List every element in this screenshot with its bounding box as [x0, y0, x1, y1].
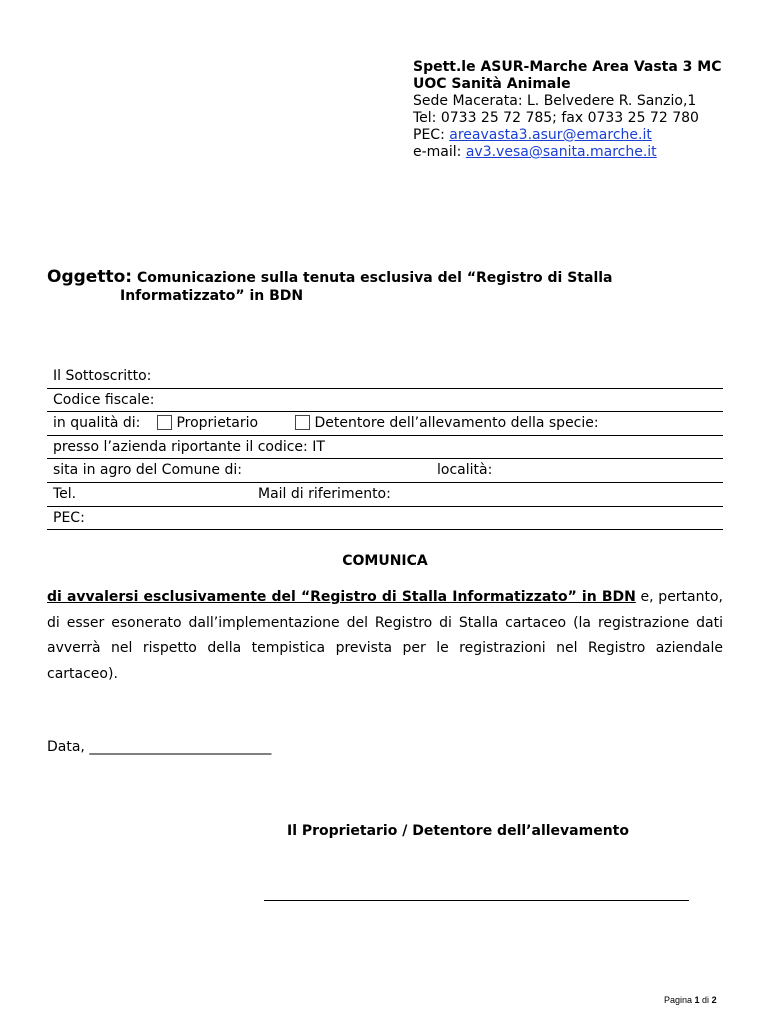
recipient-email-line	[413, 144, 733, 161]
label-proprietario: Proprietario	[176, 415, 259, 432]
label-comune: sita in agro del Comune di:	[53, 462, 242, 479]
page-current: 1	[694, 995, 700, 1005]
body-underlined-text: di avvalersi esclusivamente del “Registro di Stalla Informatizzato” in BDN	[47, 589, 636, 605]
row-sottoscritto[interactable]	[47, 365, 723, 389]
comunica-heading: COMUNICA	[342, 553, 428, 569]
subject-label: Oggetto:	[47, 267, 133, 287]
subject-text-2: Informatizzato” in BDN	[120, 288, 304, 304]
recipient-line-2: UOC Sanità Animale	[413, 76, 571, 92]
label-azienda: presso l’azienda riportante il codice: IT	[53, 438, 325, 455]
body-rest-text: e, pertanto, di esser esonerato dall’implementazione del Registro di Stalla cartaceo (la registrazione dati avverrà nel rispetto della tempistica prevista per le registrazioni nel Registro aziendale cartaceo).	[47, 589, 724, 682]
pec-link[interactable]: areavasta3.asur@emarche.it	[449, 127, 652, 143]
detentore-checkbox[interactable]	[295, 415, 310, 430]
row-qualita	[47, 412, 723, 436]
label-localita: località:	[437, 462, 493, 479]
label-qualita: in qualità di:	[53, 415, 141, 432]
proprietario-option	[157, 415, 258, 431]
body-paragraph	[47, 585, 723, 687]
page-total: 2	[711, 995, 717, 1005]
date-field[interactable]: Data, __________________________	[47, 739, 272, 755]
label-tel: Tel.	[53, 485, 77, 502]
signature-line[interactable]	[264, 900, 689, 901]
label-mail: Mail di riferimento:	[258, 485, 391, 502]
email-link[interactable]: av3.vesa@sanita.marche.it	[465, 144, 657, 160]
label-codice-fiscale: Codice fiscale:	[53, 391, 155, 408]
row-pec[interactable]	[47, 507, 723, 531]
recipient-line-3: Sede Macerata: L. Belvedere R. Sanzio,1	[413, 93, 697, 109]
label-pec: PEC:	[53, 509, 85, 526]
detentore-option	[295, 415, 599, 431]
recipient-address	[413, 59, 733, 161]
proprietario-checkbox[interactable]	[157, 415, 172, 430]
subject-text-1: Comunicazione sulla tenuta esclusiva del “Registro di Stalla	[136, 270, 613, 286]
pec-label: PEC:	[413, 127, 450, 143]
recipient-line-4: Tel: 0733 25 72 785; fax 0733 25 72 780	[413, 110, 699, 126]
label-sottoscritto: Il Sottoscritto:	[53, 368, 152, 384]
recipient-pec-line	[413, 127, 733, 144]
recipient-line-1: Spett.le ASUR-Marche Area Vasta 3 MC	[413, 59, 722, 75]
signature-title: Il Proprietario / Detentore dell’allevamento	[287, 823, 629, 839]
row-azienda[interactable]	[47, 436, 723, 460]
subject	[47, 268, 737, 305]
email-label: e-mail:	[413, 144, 466, 160]
page-label: Pagina	[664, 995, 695, 1005]
label-detentore: Detentore dell’allevamento della specie:	[314, 415, 599, 432]
row-comune[interactable]	[47, 459, 723, 483]
row-codice-fiscale[interactable]	[47, 389, 723, 413]
page-of: di	[699, 995, 712, 1005]
page-number	[664, 995, 717, 1005]
declarant-form	[47, 365, 723, 530]
row-contatti[interactable]	[47, 483, 723, 507]
